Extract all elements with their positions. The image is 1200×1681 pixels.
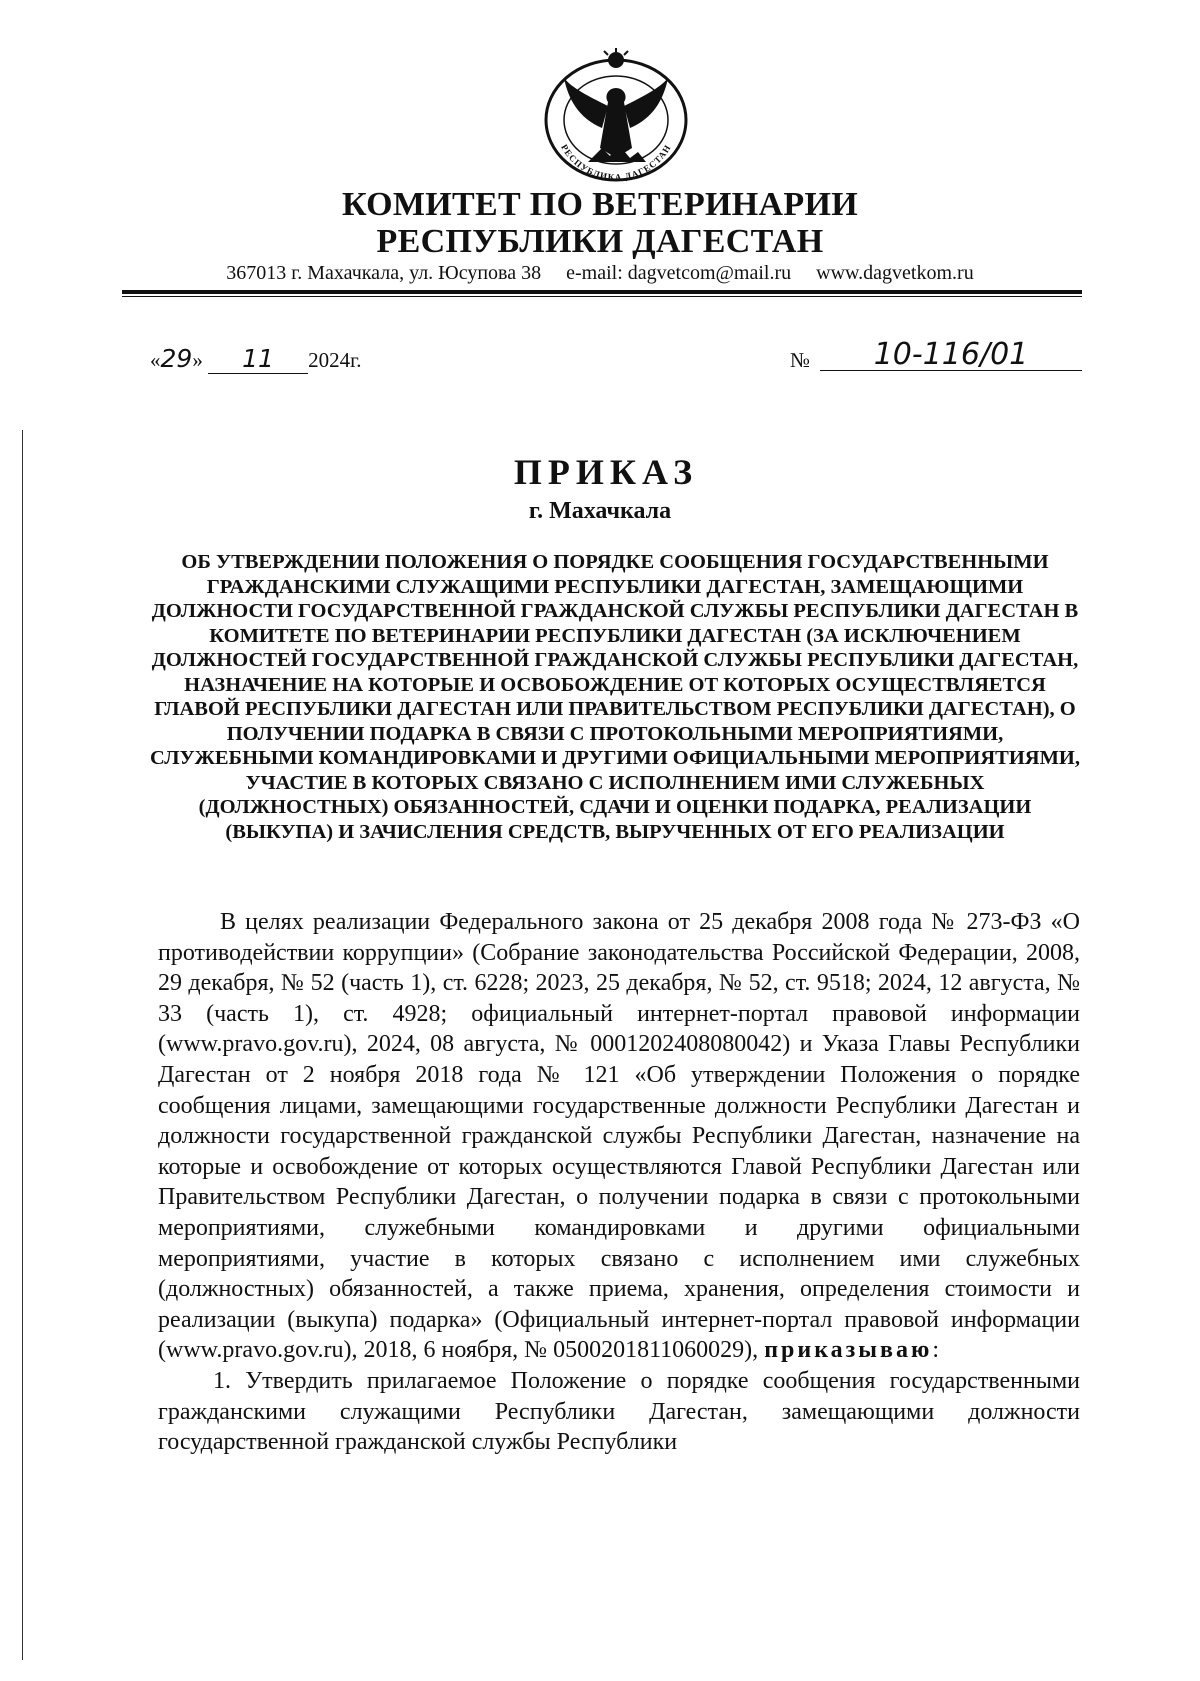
number-value: 10-116/01 [820,340,1082,371]
dagestan-emblem [538,48,694,184]
order-city: г. Махачкала [528,498,672,524]
address: 367013 г. Махачкала, ул. Юсупова 38 [226,262,542,284]
date-day: 29 [160,344,193,373]
header-divider-thin [122,296,1082,297]
order-subject: ОБ УТВЕРЖДЕНИИ ПОЛОЖЕНИЯ О ПОРЯДКЕ СООБЩЕНИЯ ГОСУДАРСТВЕННЫМИ ГРАЖДАНСКИМИ СЛУЖАЩИМИ РЕСПУБЛИКИ ДАГЕСТАН, ЗАМЕЩАЮЩИМИ ДОЛЖНОСТИ ГОСУДАРСТВЕННОЙ ГРАЖДАНСКОЙ СЛУЖБЫ РЕСПУБЛИКИ ДАГЕСТАН В КОМИТЕТЕ ПО ВЕТЕРИНАРИИ РЕСПУБЛИКИ ДАГЕСТАН (ЗА ИСКЛЮЧЕНИЕМ ДОЛЖНОСТЕЙ ГОСУДАРСТВЕННОЙ ГРАЖДАНСКОЙ СЛУЖБЫ РЕСПУБЛИКИ ДАГЕСТАН, НАЗНАЧЕНИЕ НА КОТОРЫЕ И ОСВОБОЖДЕНИЕ ОТ КОТОРЫХ ОСУЩЕСТВЛЯЕТСЯ ГЛАВОЙ РЕСПУБЛИКИ ДАГЕСТАН ИЛИ ПРАВИТЕЛЬСТВОМ РЕСПУБЛИКИ ДАГЕСТАН), О ПОЛУЧЕНИИ ПОДАРКА В СВЯЗИ С ПРОТОКОЛЬНЫМИ МЕРОПРИЯТИЯМИ, СЛУЖЕБНЫМИ КОМАНДИРОВКАМИ И ДРУГИМИ ОФИЦИАЛЬНЫМИ МЕРОПРИЯТИЯМИ, УЧАСТИЕ В КОТОРЫХ СВЯЗАНО С ИСПОЛНЕНИЕМ ИМИ СЛУЖЕБНЫХ (ДОЛЖНОСТНЫХ) ОБЯЗАННОСТЕЙ, СДАЧИ И ОЦЕНКИ ПОДАРКА, РЕАЛИЗАЦИИ (ВЫКУПА) И ЗАЧИСЛЕНИЯ СРЕДСТВ, ВЫРУЧЕННЫХ ОТ ЕГО РЕАЛИЗАЦИИ [150,551,1080,843]
number-label: № [790,348,811,372]
order-body [158,907,1080,1458]
org-name-line2: РЕСПУБЛИКИ ДАГЕСТАН [376,223,824,260]
email: e-mail: dagvetcom@mail.ru [566,262,792,284]
date-month: 11 [242,344,274,373]
date-year: 2024г. [308,348,362,372]
document-date: «29» 11 2024г. [150,344,362,373]
order-title: ПРИКАЗ [513,452,699,492]
decree-colon: : [932,1337,940,1364]
decree-word: приказываю [764,1337,933,1364]
document-number [790,337,1082,374]
item-1: 1. Утвердить прилагаемое Положение о порядке сообщения государственными гражданскими служащими Республики Дагестан, замещающими должности государственной гражданской службы Республики [158,1367,1080,1456]
scan-margin-line [22,430,23,1660]
preamble-paragraph [158,907,1080,1366]
emblem-text: РЕСПУБЛИКА ДАГЕСТАН [559,142,673,183]
header-divider-thick [122,290,1082,294]
website: www.dagvetkom.ru [816,262,974,284]
org-name-line1: КОМИТЕТ ПО ВЕТЕРИНАРИИ [342,186,858,223]
preamble-text: В целях реализации Федерального закона от 25 декабря 2008 года № 273-ФЗ «О противодействии коррупции» (Собрание законодательства Российской Федерации, 2008, 29 декабря, № 52 (часть 1), ст. 6228; 2023, 25 декабря, № 52, ст. 9518; 2024, 12 августа, № 33 (часть 1), ст. 4928; официальный интернет-портал правовой информации (www.pravo.gov.ru), 2024, 08 августа, № 0001202408080042) и Указа Главы Республики Дагестан от 2 ноября 2018 года № 121 «Об утверждении Положения о порядке сообщения лицами, замещающими государственные должности Республики Дагестан и должности государственной гражданской службы Республики Дагестан, назначение на которые и освобождение от которых осуществляются Главой Республики Дагестан или Правительством Республики Дагестан, о получении подарка в связи с протокольными мероприятиями, служебными командировками и другими официальными мероприятиями, участие в которых связано с исполнением ими служебных (должностных) обязанностей, а также приема, хранения, определения стоимости и реализации (выкупа) подарка» (Официальный интернет-портал правовой информации (www.pravo.gov.ru), 2018, 6 ноября, № 0500201811060029), [158,909,1080,1364]
contact-line [0,261,1200,285]
